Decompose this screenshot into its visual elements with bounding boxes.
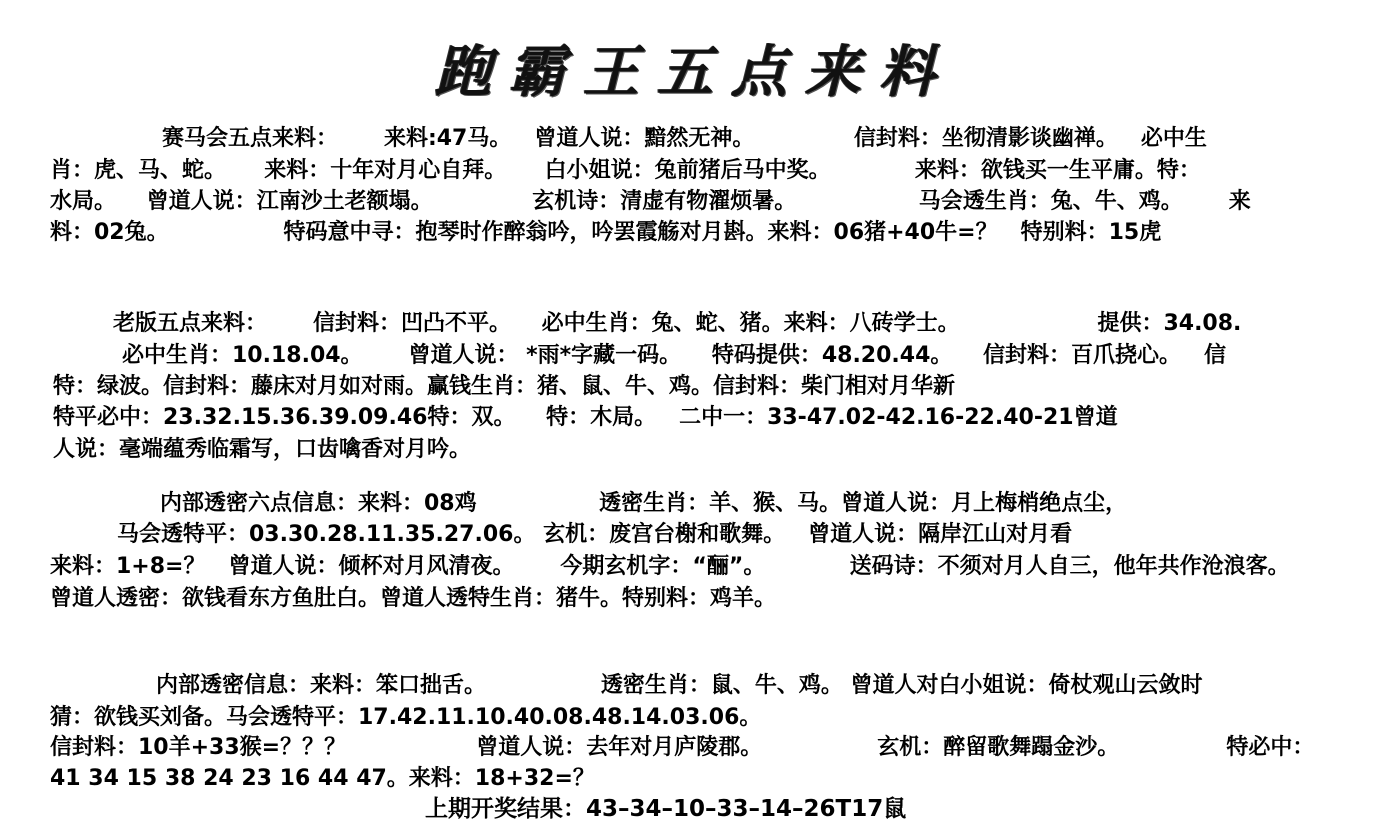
section-1-line-1: 赛马会五点来料： 来料:47马。 曾道人说：黯然无神。 信封料：坐彻清影谈幽禅。 必中生 (162, 126, 1207, 151)
section-2-line-2: 必中生肖：10.18.04。 曾道人说： *雨*字藏一码。 特码提供：48.20.44。 信封料：百爪挠心。 信 (122, 343, 1226, 368)
section-1-line-4: 料：02兔。 特码意中寻：抱琴时作醉翁吟，吟罢霞觞对月斟。来料：06猪+40牛=？ 特别料：15虎 (50, 220, 1162, 245)
section-3-line-1: 内部透密六点信息：来料：08鸡 透密生肖：羊、猴、马。曾道人说：月上梅梢绝点尘， (160, 491, 1128, 516)
section-1-line-2: 肖：虎、马、蛇。 来料：十年对月心自拜。 白小姐说：兔前猪后马中奖。 来料：欲钱买一生平庸。特： (50, 158, 1201, 183)
section-4-line-2: 猜：欲钱买刘备。马会透特平：17.42.11.10.40.08.48.14.03.06。 (50, 705, 762, 730)
section-4-line-1: 内部透密信息：来料：笨口拙舌。 透密生肖：鼠、牛、鸡。 曾道人对白小姐说：倚杖观山云敛时 (156, 673, 1203, 698)
section-3-line-2: 马会透特平：03.30.28.11.35.27.06。 玄机：废宫台榭和歌舞。 曾道人说：隔岸江山对月看 (117, 522, 1073, 547)
section-4-line-3: 信封料：10羊+33猴=？？？ 曾道人说：去年对月庐陵郡。 玄机：醉留歌舞蹋金沙。 特必中： (50, 735, 1315, 760)
section-2-line-1: 老版五点来料： 信封料：凹凸不平。 必中生肖：兔、蛇、猪。来料：八砖学士。 提供：34.08. (113, 311, 1242, 336)
section-3-line-4: 曾道人透密：欲钱看东方鱼肚白。曾道人透特生肖：猪牛。特别料：鸡羊。 (50, 586, 777, 611)
section-3-line-3: 来料：1+8=？ 曾道人说：倾杯对月风清夜。 今期玄机字：“酾”。 送码诗：不须对月人自三，他年共作沧浪客。 (50, 554, 1290, 579)
section-2-line-3: 特：绿波。信封料：藤床对月如对雨。赢钱生肖：猪、鼠、牛、鸡。信封料：柴门相对月华新 (53, 374, 956, 399)
section-2-line-5: 人说：毫端蕴秀临霜写，口齿噙香对月吟。 (53, 437, 472, 462)
section-2-line-4: 特平必中：23.32.15.36.39.09.46特：双。 特：木局。 二中一：33-47.02-42.16-22.40-21曾道 (53, 405, 1118, 430)
last-draw-result: 上期开奖结果：43–34–10–33–14–26T17鼠 (425, 796, 907, 822)
section-1-line-3: 水局。 曾道人说：江南沙土老额塌。 玄机诗：清虚有物濯烦暑。 马会透生肖：兔、牛、鸡。 来 (50, 189, 1251, 214)
page-title: 跑霸王五点来料 (435, 39, 953, 105)
section-4-line-4: 41 34 15 38 24 23 16 44 47。来料：18+32=？ (50, 766, 595, 791)
